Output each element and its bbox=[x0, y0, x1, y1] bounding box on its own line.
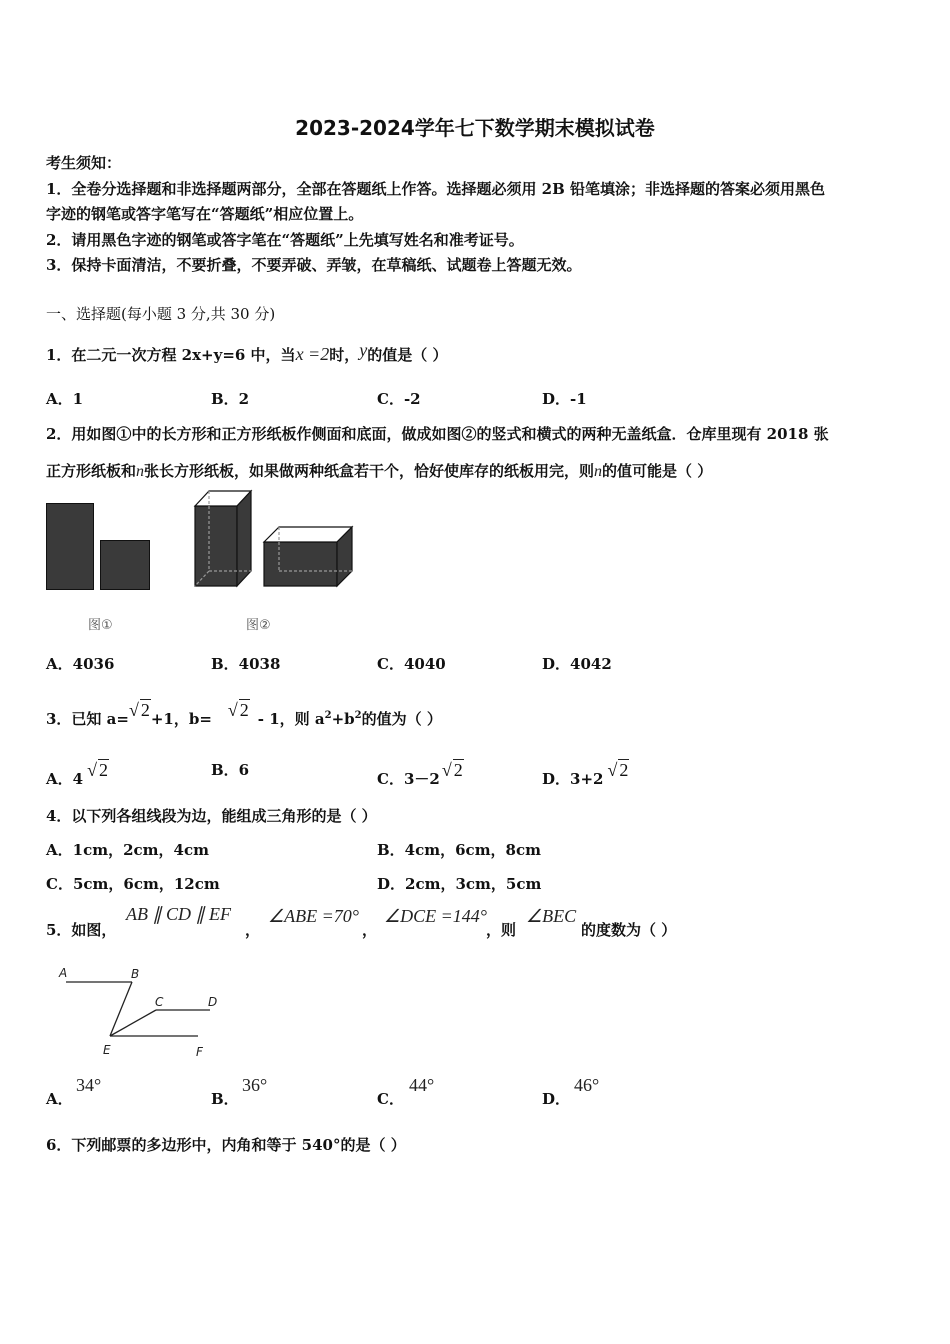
question-1 bbox=[46, 340, 447, 365]
q5-value-a: 34° bbox=[76, 1075, 102, 1095]
q2-stem-2c: 的值可能是（ ） bbox=[602, 462, 713, 480]
q1-option-d[interactable]: D．-1 bbox=[542, 390, 587, 408]
sqrt-2: √ 2 bbox=[441, 760, 463, 780]
q3-stem-pre: 3．已知 a= bbox=[46, 710, 129, 728]
sqrt-2: √ 2 bbox=[607, 760, 629, 780]
q5-angle-bec: ∠BEC bbox=[526, 906, 577, 926]
q5-value-d: 46° bbox=[574, 1075, 600, 1095]
q4-option-d[interactable]: D．2cm，3cm，5cm bbox=[377, 875, 542, 893]
q2-stem-line-1: 2．用如图①中的长方形和正方形纸板作侧面和底面，做成如图②的竖式和横式的两种无盖纸盒．仓库里现有 2018 张 bbox=[46, 425, 829, 443]
q1-condition: x =2 bbox=[295, 344, 330, 364]
q5-stem-pre: 5．如图， bbox=[46, 921, 117, 939]
q5-angle-abe: ∠ABE =70° bbox=[268, 906, 359, 926]
q3-exp-a: 2 bbox=[324, 710, 332, 721]
sqrt-2: √ 2 bbox=[227, 700, 249, 720]
q3-stem-mid2: - 1，则 a bbox=[257, 710, 325, 728]
q2-option-a[interactable]: A．4036 bbox=[46, 655, 115, 673]
q4-option-a[interactable]: A．1cm，2cm，4cm bbox=[46, 841, 209, 859]
q1-stem-pre: 1．在二元一次方程 2x+y=6 中，当 bbox=[46, 346, 296, 364]
notice-line-1a: 1．全卷分选择题和非选择题两部分，全部在答题纸上作答。选择题必须用 2B 铅笔填涂；非选择题的答案必须用黑色 bbox=[46, 180, 826, 198]
q2-var-n-1: n bbox=[136, 463, 145, 480]
boxes-figure bbox=[192, 488, 357, 592]
q2-var-n-2: n bbox=[594, 463, 603, 480]
q5-option-c[interactable]: C． bbox=[377, 1090, 404, 1108]
q3-stem-mid1: +1，b= bbox=[150, 710, 212, 728]
page-title: 2023-2024学年七下数学期末模拟试卷 bbox=[295, 116, 655, 140]
point-d-label: D bbox=[208, 995, 218, 1009]
notice-line-3: 3．保持卡面清洁，不要折叠，不要弄破、弄皱，在草稿纸、试题卷上答题无效。 bbox=[46, 256, 582, 274]
q3-option-a[interactable]: A．4 √ 2 bbox=[46, 760, 108, 788]
line-ec bbox=[110, 1010, 156, 1036]
point-a-label: A bbox=[59, 966, 68, 980]
fig1-label: 图① bbox=[88, 618, 113, 633]
section-heading: 一、选择题(每小题 3 分,共 30 分) bbox=[46, 305, 276, 323]
q1-option-a[interactable]: A．1 bbox=[46, 390, 84, 408]
notice-line-1b: 字迹的钢笔或答字笔写在“答题纸”相应位置上。 bbox=[46, 205, 364, 223]
point-c-label: C bbox=[155, 995, 164, 1009]
q6-stem: 6．下列邮票的多边形中，内角和等于 540°的是（ ） bbox=[46, 1136, 406, 1154]
q5-angle-dce: ∠DCE =144° bbox=[384, 906, 487, 926]
q5-stem-post: 的度数为（ ） bbox=[581, 921, 677, 939]
q2-option-b[interactable]: B．4038 bbox=[211, 655, 281, 673]
q3-option-c[interactable]: C．3－2 √ 2 bbox=[377, 760, 463, 788]
sqrt-2: √ 2 bbox=[87, 760, 108, 780]
q2-stem-line-2 bbox=[46, 460, 712, 481]
q4-option-b[interactable]: B．4cm，6cm，8cm bbox=[377, 841, 542, 859]
q3-option-d[interactable]: D．3+2 √ 2 bbox=[542, 760, 629, 788]
sqrt-2: √ 2 bbox=[128, 700, 150, 720]
q5-then: ，则 bbox=[486, 921, 517, 939]
parallel-lines-figure bbox=[56, 962, 231, 1062]
notice-heading: 考生须知： bbox=[46, 154, 122, 172]
fig2-label: 图② bbox=[246, 618, 271, 633]
q4-stem: 4．以下列各组线段为边，能组成三角形的是（ ） bbox=[46, 807, 377, 825]
q4-option-c[interactable]: C．5cm，6cm，12cm bbox=[46, 875, 220, 893]
square-board bbox=[100, 540, 150, 590]
point-b-label: B bbox=[131, 967, 140, 981]
q1-option-b[interactable]: B．2 bbox=[211, 390, 250, 408]
notice-line-2: 2．请用黑色字迹的钢笔或答字笔在“答题纸”上先填写姓名和准考证号。 bbox=[46, 231, 524, 249]
q5-comma-1: ， bbox=[245, 921, 261, 939]
rectangle-board bbox=[46, 503, 94, 590]
point-e-label: E bbox=[103, 1043, 111, 1057]
q5-value-b: 36° bbox=[242, 1075, 268, 1095]
q3-stem-post: 的值为（ ） bbox=[361, 710, 442, 728]
q2-option-c[interactable]: C．4040 bbox=[377, 655, 446, 673]
horizontal-box bbox=[264, 527, 352, 586]
q5-option-a[interactable]: A． bbox=[46, 1090, 73, 1108]
q5-option-b[interactable]: B． bbox=[211, 1090, 239, 1108]
q2-option-d[interactable]: D．4042 bbox=[542, 655, 612, 673]
q1-stem-post: 的值是（ ） bbox=[367, 346, 448, 364]
q5-value-c: 44° bbox=[409, 1075, 435, 1095]
q3-exp-b: 2 bbox=[354, 710, 362, 721]
q1-stem-mid: 时， bbox=[329, 346, 360, 364]
q1-option-c[interactable]: C．-2 bbox=[377, 390, 421, 408]
q5-parallel-condition: AB ∥ CD ∥ EF bbox=[126, 904, 231, 924]
point-f-label: F bbox=[196, 1045, 203, 1059]
q5-comma-2: ， bbox=[362, 921, 378, 939]
q2-stem-2b: 张长方形纸板，如果做两种纸盒若干个，恰好使库存的纸板用完，则 bbox=[144, 462, 595, 480]
q5-option-d[interactable]: D． bbox=[542, 1090, 571, 1108]
line-be bbox=[110, 982, 132, 1036]
q2-stem-2a: 正方形纸板和 bbox=[46, 462, 137, 480]
q1-variable: y bbox=[359, 340, 368, 360]
vertical-box bbox=[195, 491, 251, 586]
question-3 bbox=[46, 699, 442, 729]
q3-stem-mid3: +b bbox=[331, 710, 355, 728]
q3-option-b[interactable]: B．6 bbox=[211, 761, 250, 779]
